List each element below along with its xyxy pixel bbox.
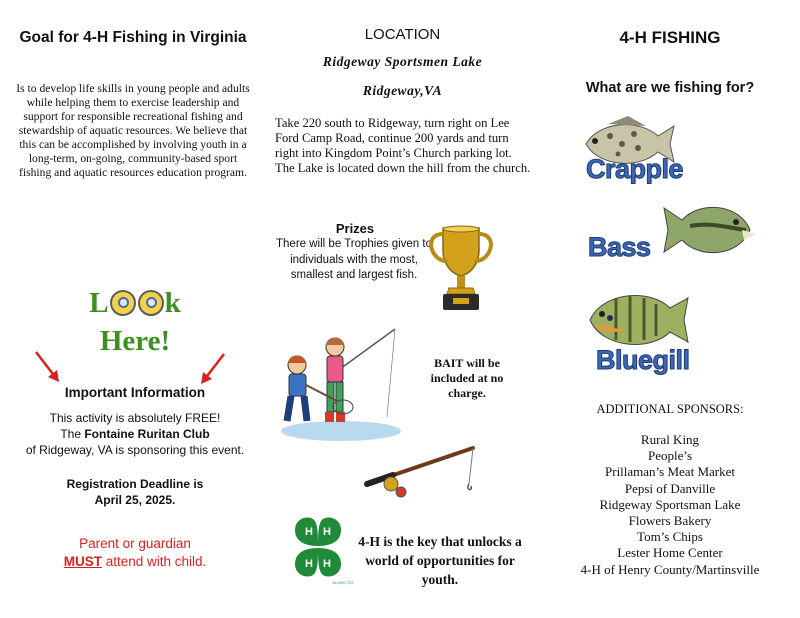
bluegill-fish-image <box>580 284 692 354</box>
look-here-graphic <box>60 284 210 360</box>
left-panel <box>0 0 265 618</box>
eye-icon <box>110 290 136 316</box>
prizes-body: There will be Trophies given to individuals with the most, smallest and largest fish. <box>276 238 432 281</box>
sponsor-item: Pepsi of Danville <box>624 480 716 496</box>
svg-text:H: H <box>323 526 331 538</box>
registration-deadline: Registration Deadline is April 25, 2025. <box>66 477 204 507</box>
location-title: LOCATION <box>364 26 441 43</box>
sponsor-item: Lester Home Center <box>617 545 723 561</box>
town-name: Ridgeway,VA <box>362 83 443 98</box>
fish-label-bluegill: Bluegill <box>596 345 690 375</box>
arrow-down-left-icon <box>196 352 228 388</box>
free-notice: This activity is absolutely FREE! <box>49 411 221 425</box>
look-letter-k: k <box>164 287 181 319</box>
key-slogan: 4-H is the key that unlocks a world of opportunities for youth. <box>358 534 522 587</box>
sponsor-org-line: The Fontaine Ruritan Club <box>60 427 210 441</box>
look-here-text: Here! <box>99 325 171 357</box>
sponsors-list <box>540 432 800 578</box>
fishing-title: 4-H FISHING <box>619 28 721 47</box>
right-panel <box>540 0 800 618</box>
important-info-title: Important Information <box>64 385 206 400</box>
sponsors-heading: ADDITIONAL SPONSORS: <box>596 402 744 416</box>
fishing-rod-icon <box>361 440 481 504</box>
prizes-title: Prizes <box>335 221 375 236</box>
sponsor-org-name: Fontaine Ruritan Club <box>84 427 210 441</box>
svg-text:H: H <box>305 558 313 570</box>
clover-caption: 18 USC 707 <box>332 580 354 585</box>
directions-text: Take 220 south to Ridgeway, turn right on Lee Ford Camp Road, continue 200 yards and turn right into Kingdom Point’s Church parking lot. The Lake is located down the hill from the church. <box>275 116 531 175</box>
parent-notice: Parent or guardian MUST attend with child. <box>63 536 207 569</box>
fish-label-bass: Bass <box>588 232 651 262</box>
lake-name: Ridgeway Sportsmen Lake <box>322 54 483 69</box>
sponsor-item: Ridgeway Sportsman Lake <box>599 496 741 512</box>
svg-text:H: H <box>305 526 313 538</box>
sponsor-item: Flowers Bakery <box>628 513 712 529</box>
eye-icon <box>138 290 164 316</box>
bass-fish-image <box>660 190 756 268</box>
sponsor-item: 4-H of Henry County/Martinsville <box>580 561 760 577</box>
goal-body: Is to develop life skills in young people and adults while helping them to exercise leadership and support for responsible recreational fishing and stewardship of aquatic resources. We believe that this can be accomplished by involving youth in a long-term, on-going, community-based sport fishing and aquatic resources education program. <box>16 82 250 179</box>
sponsor-item: Tom’s Chips <box>637 529 703 545</box>
sponsor-item: Rural King <box>640 432 700 447</box>
fishing-question: What are we fishing for? <box>585 80 755 96</box>
sponsor-location-line: of Ridgeway, VA is sponsoring this event. <box>25 443 245 457</box>
sponsor-item: Prillaman’s Meat Market <box>605 464 735 480</box>
svg-text:H: H <box>323 558 331 570</box>
fish-label-crappie: Crapple <box>586 154 684 184</box>
look-letter-l: L <box>89 287 109 319</box>
4h-clover-logo <box>281 510 355 586</box>
trophy-icon <box>425 220 497 316</box>
sponsor-item: People’s <box>647 448 693 464</box>
goal-title: Goal for 4-H Fishing in Virginia <box>19 29 247 46</box>
arrow-down-right-icon <box>32 350 64 386</box>
bait-notice: BAIT will be included at no charge. <box>430 356 504 400</box>
middle-panel <box>265 0 540 618</box>
kids-fishing-illustration <box>277 325 405 443</box>
must-emphasis: MUST <box>63 554 102 569</box>
